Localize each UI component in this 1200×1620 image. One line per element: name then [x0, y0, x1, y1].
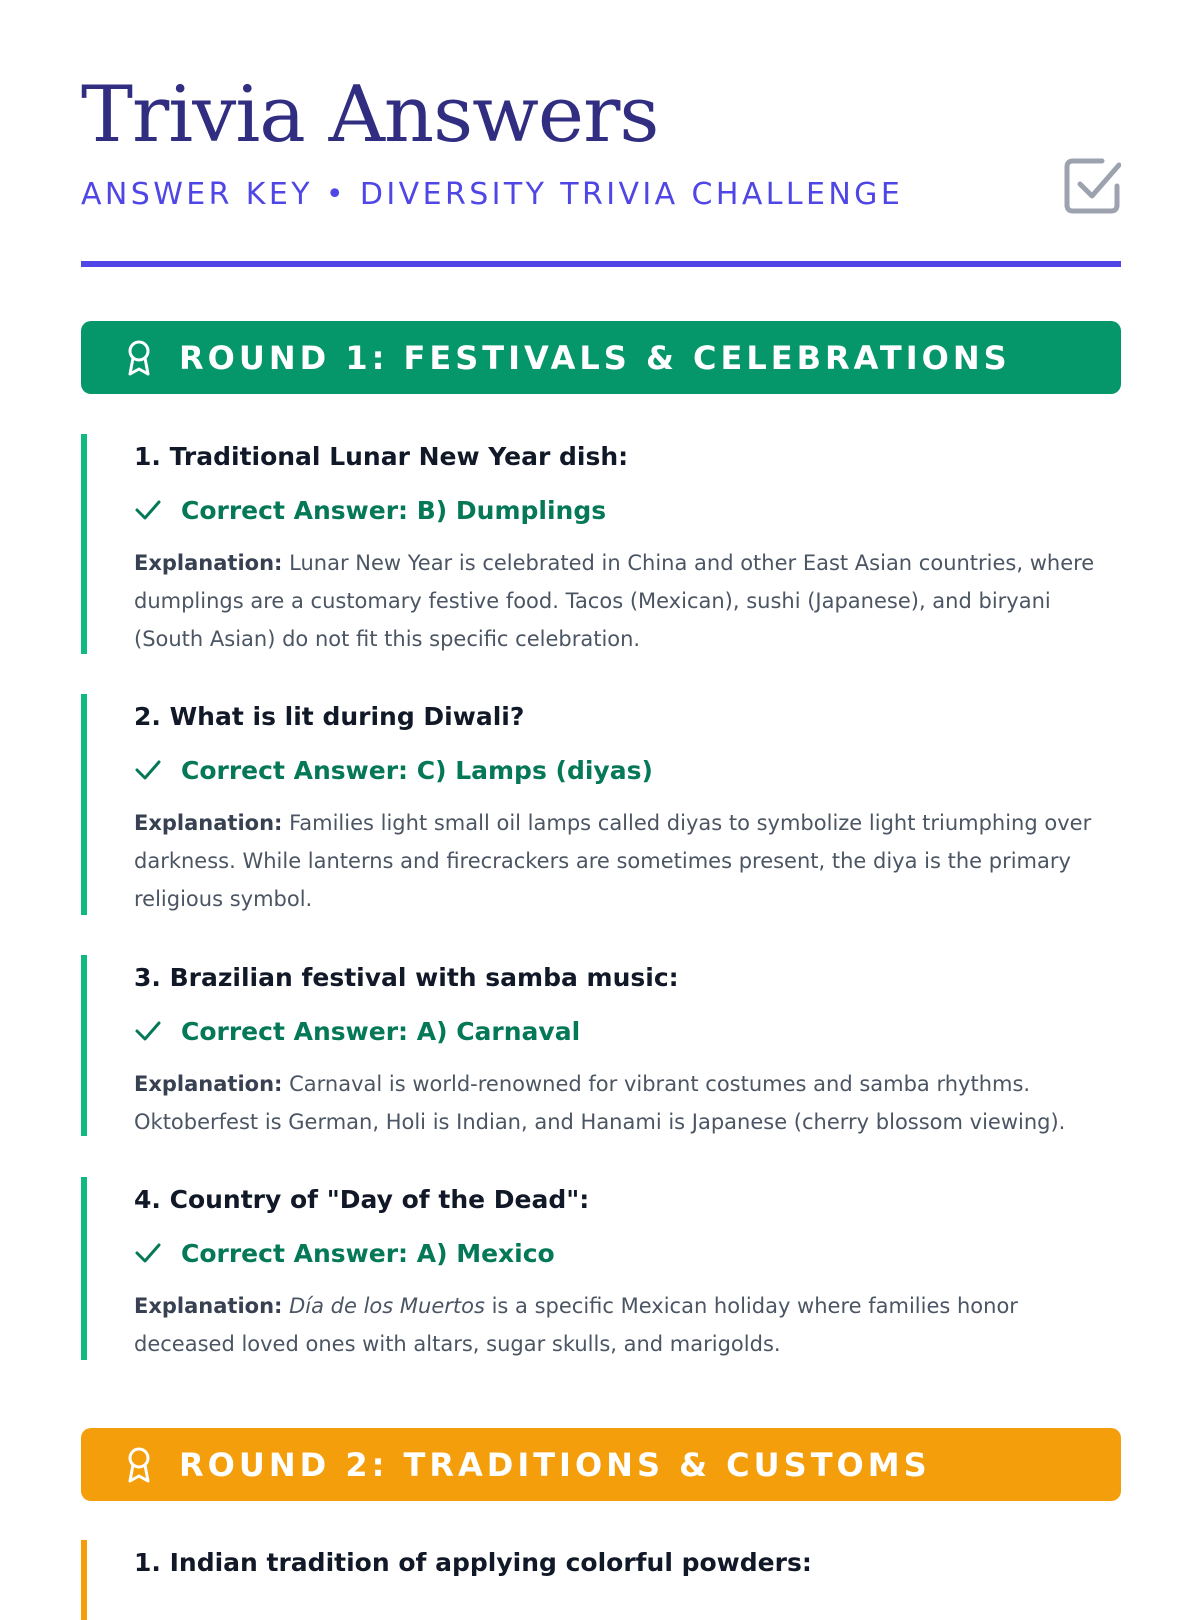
round-2-title: ROUND 2: TRADITIONS & CUSTOMS	[179, 1445, 931, 1484]
round-1-title: ROUND 1: FESTIVALS & CELEBRATIONS	[179, 338, 1011, 377]
explanation	[134, 544, 1124, 658]
award-icon	[125, 339, 153, 377]
question-text: 4. Country of "Day of the Dead":	[134, 1185, 590, 1214]
correct-answer-row	[134, 1237, 1121, 1269]
question-card	[81, 694, 1121, 915]
check-icon	[134, 1239, 162, 1267]
explanation-text: Families light small oil lamps called diyas to symbolize light triumphing over darkness. While lanterns and firecrackers are sometimes present, the diya is the primary religious symbol.	[134, 811, 1092, 911]
explanation-text: is a specific Mexican holiday where families honor deceased loved ones with altars, sugar skulls, and marigolds.	[134, 1294, 1018, 1356]
explanation-label: Explanation:	[134, 811, 283, 835]
check-icon	[134, 756, 162, 784]
explanation	[134, 1287, 1124, 1363]
page-header	[81, 0, 1121, 270]
question-card	[81, 1540, 1121, 1620]
explanation	[134, 1065, 1124, 1141]
round-1-banner	[81, 321, 1121, 394]
correct-answer: Correct Answer: A) Carnaval	[181, 1016, 581, 1046]
question-card	[81, 955, 1121, 1136]
check-square-icon	[1063, 157, 1121, 215]
page-title: Trivia Answers	[81, 70, 659, 160]
explanation-emphasis: Día de los Muertos	[289, 1294, 485, 1318]
question-card	[81, 434, 1121, 654]
header-divider	[81, 261, 1121, 267]
round-2-banner	[81, 1428, 1121, 1501]
correct-answer: Correct Answer: A) Mexico	[181, 1238, 555, 1268]
question-text: 2. What is lit during Diwali?	[134, 702, 525, 731]
page-subtitle: ANSWER KEY • DIVERSITY TRIVIA CHALLENGE	[81, 177, 904, 212]
explanation	[134, 804, 1124, 918]
explanation-label: Explanation:	[134, 1072, 283, 1096]
question-text: 3. Brazilian festival with samba music:	[134, 963, 679, 992]
correct-answer-row	[134, 494, 1121, 526]
explanation-label: Explanation:	[134, 551, 283, 575]
check-icon	[134, 1017, 162, 1045]
question-card	[81, 1177, 1121, 1360]
answer-key-page	[81, 0, 1121, 1577]
question-text: 1. Indian tradition of applying colorful powders:	[134, 1548, 812, 1577]
explanation-text: Lunar New Year is celebrated in China and other East Asian countries, where dumplings are a customary festive food. Tacos (Mexican), sushi (Japanese), and biryani (South Asian) do not fit this specific celebration.	[134, 551, 1095, 651]
correct-answer-row	[134, 754, 1121, 786]
explanation-label: Explanation:	[134, 1294, 283, 1318]
correct-answer: Correct Answer: C) Lamps (diyas)	[181, 755, 653, 785]
check-icon	[134, 496, 162, 524]
award-icon	[125, 1446, 153, 1484]
question-text: 1. Traditional Lunar New Year dish:	[134, 442, 629, 471]
correct-answer-row	[134, 1015, 1121, 1047]
explanation-text: Carnaval is world-renowned for vibrant costumes and samba rhythms. Oktoberfest is German, Holi is Indian, and Hanami is Japanese (cherry blossom viewing).	[134, 1072, 1066, 1134]
correct-answer: Correct Answer: B) Dumplings	[181, 495, 607, 525]
